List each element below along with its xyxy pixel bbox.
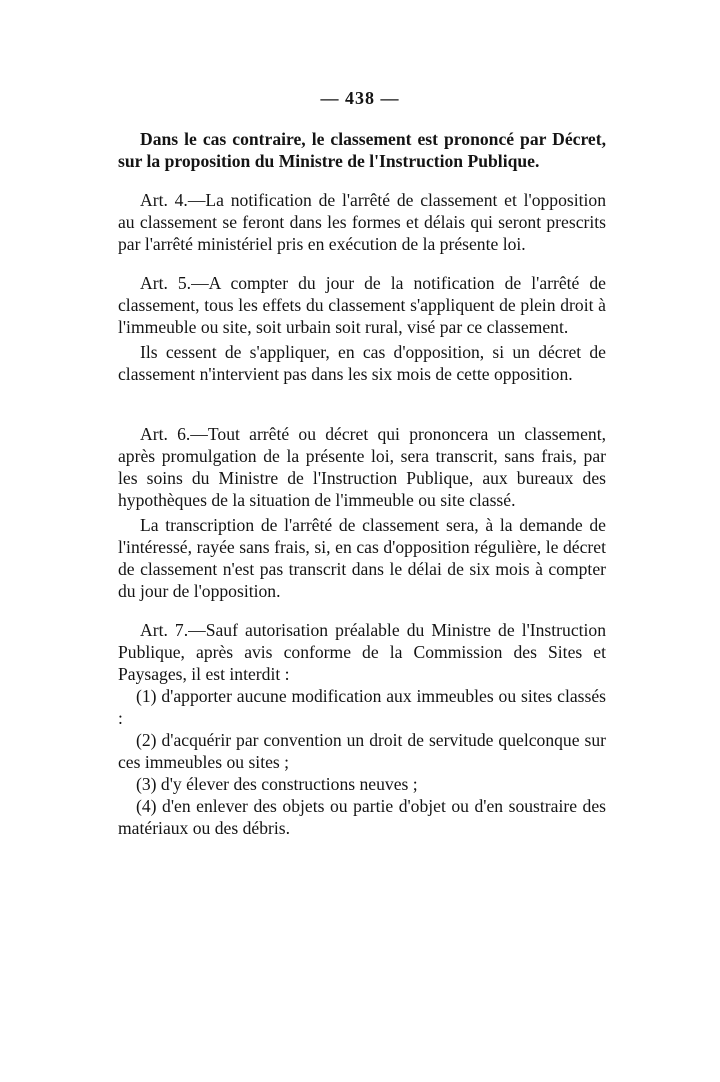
list-item-3: (3) d'y élever des constructions neuves ;: [136, 774, 418, 794]
article-7: Art. 7.—Sauf autorisation préalable du Ministre de l'Instruction Publique, après avis conforme de la Commission des Sites et Paysages, il est interdit :: [118, 620, 606, 684]
page-number: — 438 —: [320, 88, 400, 108]
article-4: Art. 4.—La notification de l'arrêté de classement et l'opposition au classement se feront dans les formes et délais qui seront prescrits par l'arrêté ministériel pris en exécution de la présente loi.: [118, 190, 606, 254]
article-5: Art. 5.—A compter du jour de la notification de l'arrêté de classement, tous les effets du classement s'appliquent de plein droit à l'immeuble ou site, soit urbain soit rural, visé par ce classement.: [118, 273, 606, 337]
list-item-4: (4) d'en enlever des objets ou partie d'objet ou d'en soustraire des matériaux ou des débris.: [118, 796, 606, 838]
list-item-2: (2) d'acquérir par convention un droit de servitude quelconque sur ces immeubles ou sites ;: [118, 730, 606, 772]
article-6: Art. 6.—Tout arrêté ou décret qui prononcera un classement, après promulgation de la présente loi, sera transcrit, sans frais, par les soins du Ministre de l'Instruction Publique, aux bureaux des hypothèques de la situation de l'immeuble ou site classé.: [118, 424, 606, 510]
document-body: [118, 128, 606, 839]
article-5-continued: Ils cessent de s'appliquer, en cas d'opposition, si un décret de classement n'intervient pas dans les six mois de cette opposition.: [118, 342, 606, 384]
article-6-continued: La transcription de l'arrêté de classement sera, à la demande de l'intéressé, rayée sans frais, si, en cas d'opposition régulière, le décret de classement n'est pas transcrit dans le délai de six mois à compter du jour de l'opposition.: [118, 515, 606, 601]
list-item-1: (1) d'apporter aucune modification aux immeubles ou sites classés :: [118, 686, 606, 728]
paragraph-decree: Dans le cas contraire, le classement est prononcé par Décret, sur la proposition du Ministre de l'Instruction Publique.: [118, 129, 606, 171]
